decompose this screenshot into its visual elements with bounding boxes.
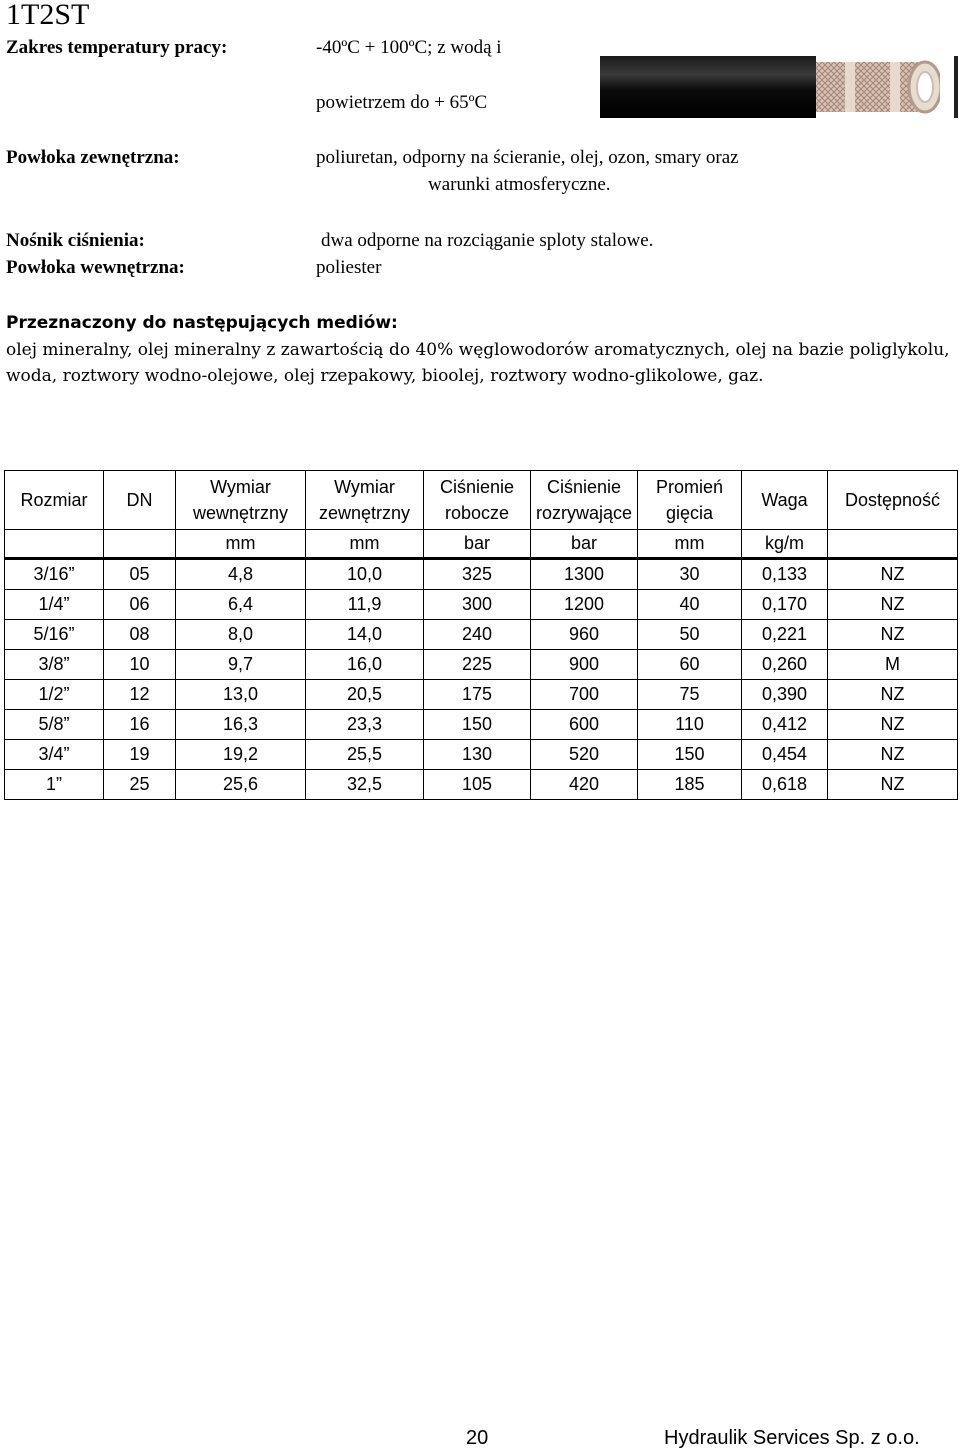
table-cell: 960 bbox=[531, 620, 638, 650]
table-cell: 13,0 bbox=[176, 680, 306, 710]
page-title: 1T2ST bbox=[6, 0, 90, 31]
table-cell: 19,2 bbox=[176, 740, 306, 770]
table-cell: 105 bbox=[424, 770, 531, 800]
column-header: Promień gięcia bbox=[638, 471, 742, 530]
table-row bbox=[5, 770, 958, 800]
table-cell: NZ bbox=[828, 620, 958, 650]
column-header: DN bbox=[104, 471, 176, 530]
units-row bbox=[5, 530, 958, 559]
spec-table bbox=[4, 470, 958, 800]
table-cell: NZ bbox=[828, 559, 958, 590]
table-cell: 325 bbox=[424, 559, 531, 590]
table-cell: 0,133 bbox=[742, 559, 828, 590]
table-cell: 900 bbox=[531, 650, 638, 680]
table-cell: 30 bbox=[638, 559, 742, 590]
table-cell: 175 bbox=[424, 680, 531, 710]
table-body bbox=[5, 559, 958, 800]
table-cell: M bbox=[828, 650, 958, 680]
table-cell: 05 bbox=[104, 559, 176, 590]
outer-cover-value-continued: warunki atmosferyczne. bbox=[428, 174, 611, 195]
unit-cell bbox=[5, 530, 104, 559]
column-header: Dostępność bbox=[828, 471, 958, 530]
outer-cover-value: poliuretan, odporny na ścieranie, olej, ozon, smary oraz bbox=[316, 147, 739, 168]
table-cell: 25 bbox=[104, 770, 176, 800]
hose-image bbox=[600, 56, 958, 118]
table-cell: 420 bbox=[531, 770, 638, 800]
table-cell: 4,8 bbox=[176, 559, 306, 590]
media-title: Przeznaczony do następujących mediów: bbox=[6, 313, 398, 333]
unit-cell: kg/m bbox=[742, 530, 828, 559]
table-cell: 1/4” bbox=[5, 590, 104, 620]
table-row bbox=[5, 740, 958, 770]
unit-cell: bar bbox=[424, 530, 531, 559]
table-cell: 0,260 bbox=[742, 650, 828, 680]
table-cell: NZ bbox=[828, 590, 958, 620]
table-cell: 225 bbox=[424, 650, 531, 680]
table-row bbox=[5, 710, 958, 740]
table-cell: 1200 bbox=[531, 590, 638, 620]
reinforcement-label: Nośnik ciśnienia: bbox=[6, 230, 145, 251]
table-cell: 520 bbox=[531, 740, 638, 770]
temperature-label: Zakres temperatury pracy: bbox=[6, 37, 228, 58]
column-header: Ciśnienie rozrywające bbox=[531, 471, 638, 530]
table-row bbox=[5, 590, 958, 620]
table-cell: 8,0 bbox=[176, 620, 306, 650]
table-cell: 150 bbox=[424, 710, 531, 740]
inner-tube-label: Powłoka wewnętrzna: bbox=[6, 257, 185, 278]
table-cell: NZ bbox=[828, 710, 958, 740]
table-cell: 700 bbox=[531, 680, 638, 710]
unit-cell: mm bbox=[306, 530, 424, 559]
table-cell: 9,7 bbox=[176, 650, 306, 680]
table-cell: 0,412 bbox=[742, 710, 828, 740]
table-cell: 0,390 bbox=[742, 680, 828, 710]
table-cell: 0,221 bbox=[742, 620, 828, 650]
table-cell: 16,3 bbox=[176, 710, 306, 740]
table-cell: 08 bbox=[104, 620, 176, 650]
table-cell: NZ bbox=[828, 740, 958, 770]
reinforcement-value: dwa odporne na rozciąganie sploty stalowe. bbox=[321, 230, 654, 251]
table-cell: 0,454 bbox=[742, 740, 828, 770]
table-cell: 10 bbox=[104, 650, 176, 680]
column-header: Rozmiar bbox=[5, 471, 104, 530]
table-cell: 12 bbox=[104, 680, 176, 710]
outer-cover-label: Powłoka zewnętrzna: bbox=[6, 147, 180, 168]
table-cell: 1” bbox=[5, 770, 104, 800]
table-cell: 110 bbox=[638, 710, 742, 740]
table-cell: 3/8” bbox=[5, 650, 104, 680]
table-cell: 3/4” bbox=[5, 740, 104, 770]
table-cell: 1300 bbox=[531, 559, 638, 590]
company-name: Hydraulik Services Sp. z o.o. bbox=[664, 1427, 920, 1449]
table-cell: NZ bbox=[828, 770, 958, 800]
temperature-value: -40ºC + 100ºC; z wodą i bbox=[316, 37, 502, 58]
table-cell: 50 bbox=[638, 620, 742, 650]
table-cell: 14,0 bbox=[306, 620, 424, 650]
table-cell: 40 bbox=[638, 590, 742, 620]
table-cell: 0,170 bbox=[742, 590, 828, 620]
table-cell: 600 bbox=[531, 710, 638, 740]
table-cell: 23,3 bbox=[306, 710, 424, 740]
table-cell: 16 bbox=[104, 710, 176, 740]
unit-cell: bar bbox=[531, 530, 638, 559]
table-cell: 130 bbox=[424, 740, 531, 770]
temperature-value-continued: powietrzem do + 65ºC bbox=[316, 92, 488, 113]
table-cell: 11,9 bbox=[306, 590, 424, 620]
table-cell: 5/16” bbox=[5, 620, 104, 650]
inner-tube-value: poliester bbox=[316, 257, 382, 278]
table-cell: NZ bbox=[828, 680, 958, 710]
table-row bbox=[5, 559, 958, 590]
table-cell: 19 bbox=[104, 740, 176, 770]
table-cell: 1/2” bbox=[5, 680, 104, 710]
table-cell: 150 bbox=[638, 740, 742, 770]
table-cell: 16,0 bbox=[306, 650, 424, 680]
unit-cell: mm bbox=[638, 530, 742, 559]
table-row bbox=[5, 650, 958, 680]
table-row bbox=[5, 620, 958, 650]
unit-cell bbox=[828, 530, 958, 559]
column-header: Wymiar zewnętrzny bbox=[306, 471, 424, 530]
table-cell: 3/16” bbox=[5, 559, 104, 590]
table-row bbox=[5, 680, 958, 710]
table-cell: 10,0 bbox=[306, 559, 424, 590]
table-cell: 240 bbox=[424, 620, 531, 650]
column-header: Wymiar wewnętrzny bbox=[176, 471, 306, 530]
unit-cell bbox=[104, 530, 176, 559]
table-cell: 5/8” bbox=[5, 710, 104, 740]
table-cell: 06 bbox=[104, 590, 176, 620]
table-cell: 185 bbox=[638, 770, 742, 800]
table-cell: 6,4 bbox=[176, 590, 306, 620]
table-cell: 25,5 bbox=[306, 740, 424, 770]
table-cell: 0,618 bbox=[742, 770, 828, 800]
table-cell: 60 bbox=[638, 650, 742, 680]
page-number: 20 bbox=[466, 1427, 489, 1449]
table-cell: 20,5 bbox=[306, 680, 424, 710]
table-cell: 75 bbox=[638, 680, 742, 710]
unit-cell: mm bbox=[176, 530, 306, 559]
table-cell: 25,6 bbox=[176, 770, 306, 800]
column-header: Waga bbox=[742, 471, 828, 530]
header-row bbox=[5, 471, 958, 530]
table-cell: 32,5 bbox=[306, 770, 424, 800]
media-text: olej mineralny, olej mineralny z zawartością do 40% węglowodorów aromatycznych, olej na bazie poliglykolu, woda, roztwory wodno-olejowe, olej rzepakowy, bioolej, roztwory wodno-glikolowe, gaz. bbox=[6, 340, 950, 386]
column-header: Ciśnienie robocze bbox=[424, 471, 531, 530]
table-cell: 300 bbox=[424, 590, 531, 620]
